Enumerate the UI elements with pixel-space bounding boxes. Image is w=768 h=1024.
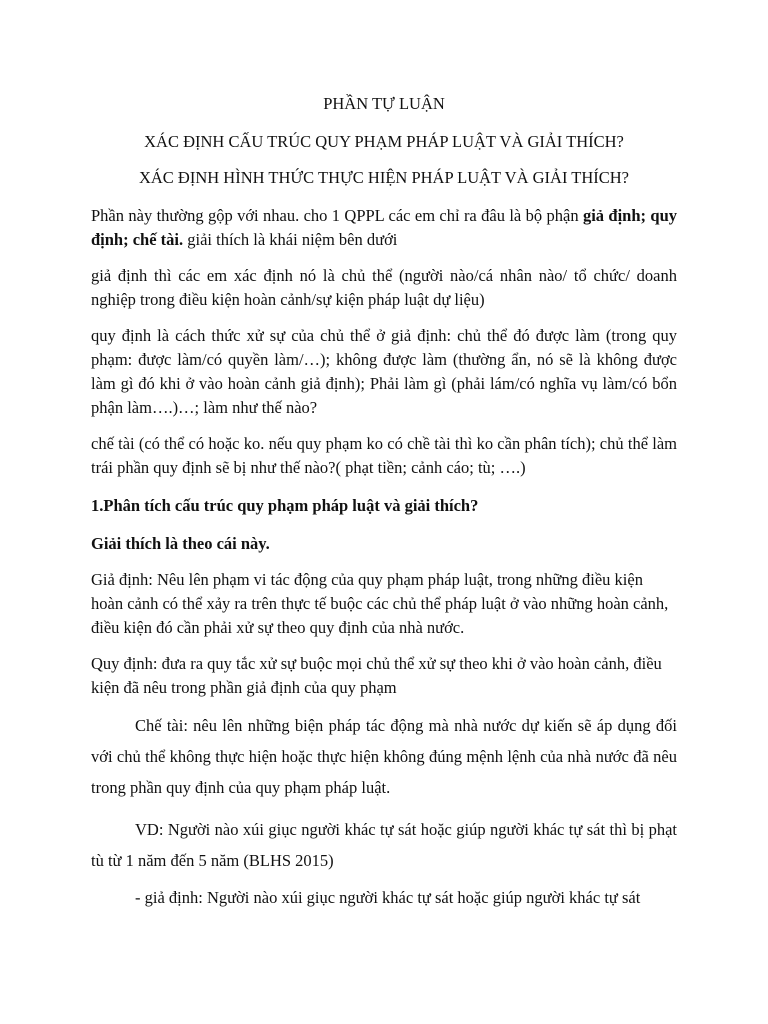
definition-quy-dinh: Quy định: đưa ra quy tắc xử sự buộc mọi chủ thể xử sự theo khi ở vào hoàn cảnh, điều kiện đã nêu trong phần giả định của quy phạm [91,654,662,697]
section-heading-1: 1.Phân tích cấu trúc quy phạm pháp luật và giải thích? [91,496,479,515]
intro-bold-text: giả định; quy định; chế tài. [91,206,678,249]
definition-gia-dinh: Giả định: Nêu lên phạm vi tác động của quy phạm pháp luật, trong những điều kiện hoàn cảnh có thể xảy ra trên thực tế buộc các chủ thể pháp luật ở vào những hoàn cảnh, điều kiện đó cần phải xử sự theo quy định của nhà nước. [91,570,669,637]
quy-dinh-note: quy định là cách thức xử sự của chủ thể ở giả định: chủ thể đó được làm (trong quy phạm: được làm/có quyền làm/…); không được làm (thường ẩn, nó sẽ là không được làm gì đó khi ở vào hoàn cảnh giả định); Phải làm gì (phải lám/có nghĩa vụ làm/có bổn phận làm….)…; làm như thế nào? [91,326,677,417]
intro-paragraph [91,204,677,252]
section-heading-2: Giải thích là theo cái này. [91,534,270,553]
intro-text: Phần này thường gộp với nhau. cho 1 QPPL các em chỉ ra đâu là bộ phận [91,206,583,225]
gia-dinh-note: giả định thì các em xác định nó là chủ thể (người nào/cá nhân nào/ tổ chức/ doanh nghiệp trong điều kiện hoàn cảnh/sự kiện pháp luật dự liệu) [91,266,677,309]
example-gia-dinh: - giả định: Người nào xúi giục người khác tự sát hoặc giúp người khác tự sát [135,888,641,907]
question-structure: XÁC ĐỊNH CẤU TRÚC QUY PHẠM PHÁP LUẬT VÀ GIẢI THÍCH? [144,132,624,151]
intro-text-after: giải thích là khái niệm bên dưới [183,230,398,249]
definition-che-tai: Chế tài: nêu lên những biện pháp tác động mà nhà nước dự kiến sẽ áp dụng đối với chủ thể không thực hiện hoặc thực hiện không đúng mệnh lệnh của nhà nước đã nêu trong phần quy định của quy phạm pháp luật. [91,716,677,797]
page-title: PHẦN TỰ LUẬN [323,94,445,113]
question-implementation: XÁC ĐỊNH HÌNH THỨC THỰC HIỆN PHÁP LUẬT VÀ GIẢI THÍCH? [138,168,630,187]
che-tai-note: chế tài (có thể có hoặc ko. nếu quy phạm ko có chề tài thì ko cần phân tích); chủ thể làm trái phần quy định sẽ bị như thế nào?( phạt tiền; cảnh cáo; tù; ….) [91,434,677,477]
example-paragraph: VD: Người nào xúi giục người khác tự sát hoặc giúp người khác tự sát thì bị phạt tù từ 1 năm đến 5 năm (BLHS 2015) [91,820,677,870]
